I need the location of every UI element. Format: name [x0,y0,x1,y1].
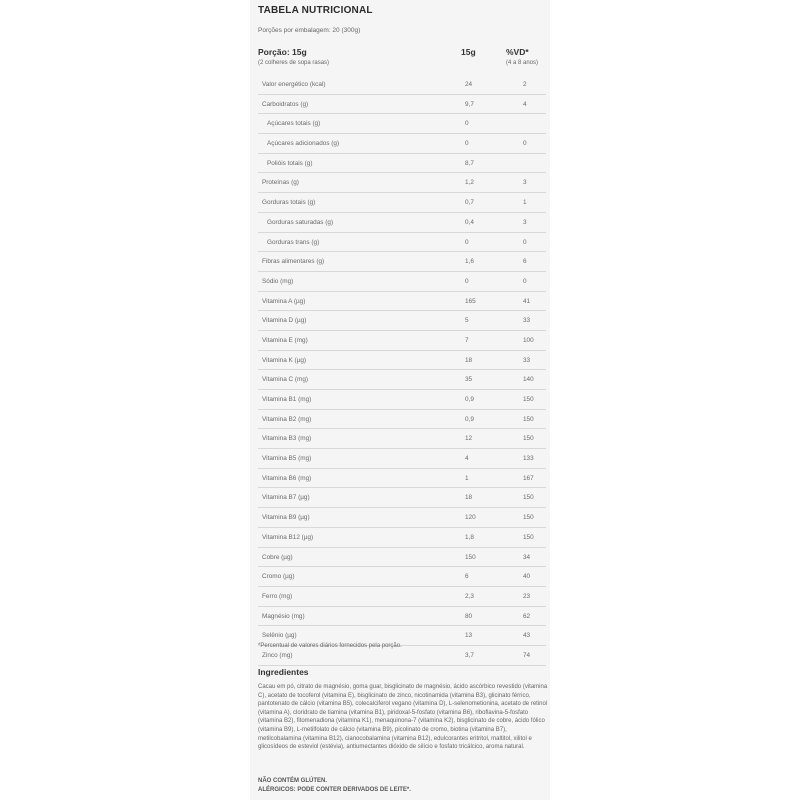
nutrient-name: Açúcares totais (g) [267,120,321,128]
portion-label: Porção: 15g [258,47,307,57]
nutrient-daily-value: 23 [523,592,531,600]
nutrient-name: Vitamina B7 (µg) [262,494,310,502]
table-row [258,469,546,489]
table-row [258,410,546,430]
nutrient-amount: 0,7 [465,199,474,207]
portion-sub: (2 colheres de sopa rasas) [258,60,330,66]
table-row [258,292,546,312]
nutrient-name: Vitamina D (µg) [262,317,307,325]
nutrient-amount: 12 [465,435,473,443]
nutrient-name: Fibras alimentares (g) [262,258,325,266]
table-row [258,331,546,351]
nutrient-amount: 0 [465,277,469,285]
nutrient-amount: 1 [465,474,469,482]
nutrient-amount: 0 [465,140,469,148]
nutrient-daily-value: 40 [523,573,531,581]
nutrient-amount: 0,9 [465,396,474,403]
nutrient-daily-value: 140 [523,376,534,384]
column-header-dv-sub: (4 a 8 anos) [506,60,539,66]
nutrient-amount: 18 [465,494,473,502]
nutrient-daily-value: 43 [523,632,531,640]
allergen-warning: ALÉRGICOS: PODE CONTER DERIVADOS DE LEITE*. [258,787,411,793]
table-row [258,528,546,548]
nutrient-daily-value: 3 [523,218,527,226]
nutrient-amount: 4 [465,455,469,463]
nutrient-name: Selênio (µg) [262,632,297,640]
nutrient-name: Vitamina A (µg) [262,297,306,305]
nutrient-name: Carboidratos (g) [262,100,309,108]
table-row [258,607,546,627]
nutrient-amount: 1,6 [465,258,474,266]
table-row [258,95,546,115]
nutrient-amount: 150 [465,553,476,561]
nutrient-daily-value: 4 [523,100,527,108]
table-row [258,567,546,587]
nutrient-amount: 8,7 [465,159,474,167]
nutrient-daily-value: 74 [523,651,531,659]
nutrient-daily-value: 6 [523,258,527,266]
nutrient-daily-value: 62 [523,612,531,620]
nutrient-daily-value: 33 [523,356,531,364]
nutrient-daily-value: 150 [523,533,534,541]
nutrient-amount: 2,3 [465,592,474,600]
nutrient-daily-value: 34 [523,553,531,561]
nutrient-amount: 18 [465,356,473,364]
nutrient-daily-value: 0 [523,238,527,246]
nutrient-daily-value: 100 [523,336,534,344]
nutrient-name: Proteínas (g) [262,179,299,187]
nutrient-name: Cromo (µg) [262,573,295,581]
ingredients-text: Cacau em pó, citrato de magnésio, goma guar, bisglicinato de magnésio, ácido ascórbico revestido (vitamina C), acetato de tocoferol (vitamina E), bisglicinato de zinco, nicotinamida (vitamina B3), glicinato férrico, pantotenato de cálcio (vitamina B5), colecalciferol vegano (vitamina D), L-selenometionina, acetato de retinol (vitamina A), cloridrato de tiamina (vitamina B1), piridoxal-5-fosfato (vitamina B6), riboflavina-5-fosfato (vitamina B2), fitomenadiona (vitamina K1), menaquinona-7 (vitamina K2), bisglicinato de cobre, ácido fólico (vitamina B9), L-metilfolato de cálcio (vitamina B9), picolinato de cromo, biotina (vitamina B7), metilcobalamina (vitamina B12), cianocobalamina (vitamina B12), edulcorantes eritritol, maltitol, xilitol e glicosídeos de esteviol (estévia), antiumectantes dióxido de silício e fosfato tricálcico, aroma natural. [258,684,548,751]
nutrient-daily-value: 0 [523,140,527,148]
nutrient-daily-value: 150 [523,396,534,403]
nutrient-daily-value: 1 [523,199,527,207]
nutrition-rows [258,75,546,666]
nutrient-daily-value: 150 [523,494,534,502]
nutrient-daily-value: 2 [523,81,527,88]
table-row [258,154,546,174]
nutrient-name: Açúcares adicionados (g) [267,140,340,148]
nutrient-name: Polióis totais (g) [267,159,313,167]
nutrient-amount: 13 [465,632,473,640]
nutrient-amount: 1,2 [465,179,474,187]
ingredients-title: Ingredientes [258,667,309,677]
nutrient-name: Vitamina K (µg) [262,356,307,364]
nutrient-name: Vitamina B3 (mg) [262,435,312,443]
nutrition-panel [250,0,550,800]
footnote: *Percentual de valores diários fornecidos pela porção. [258,643,402,649]
nutrient-name: Magnésio (mg) [262,612,305,620]
nutrient-name: Ferro (mg) [262,592,293,600]
table-row [258,173,546,193]
nutrient-amount: 7 [465,336,469,344]
table-row [258,193,546,213]
table-row [258,429,546,449]
column-header-amount: 15g [461,47,476,57]
table-row [258,311,546,331]
table-row [258,252,546,272]
nutrient-amount: 3,7 [465,651,474,659]
table-row [258,213,546,233]
nutrient-name: Vitamina E (mg) [262,336,308,344]
table-row [258,272,546,292]
nutrient-amount: 0,9 [465,415,474,423]
nutrient-name: Valor energético (kcal) [262,81,326,88]
table-row [258,351,546,371]
nutrient-daily-value: 33 [523,317,531,325]
nutrient-name: Zinco (mg) [262,651,293,659]
gluten-warning: NÃO CONTÉM GLÚTEN. [258,778,327,784]
table-row [258,587,546,607]
nutrient-name: Sódio (mg) [262,277,294,285]
nutrient-amount: 0 [465,120,469,128]
nutrient-daily-value: 0 [523,277,527,285]
nutrient-amount: 35 [465,376,473,384]
nutrient-daily-value: 3 [523,179,527,187]
nutrient-daily-value: 150 [523,415,534,423]
nutrient-name: Gorduras saturadas (g) [267,218,334,226]
nutrient-name: Cobre (µg) [262,553,293,561]
nutrient-amount: 24 [465,81,473,88]
table-row [258,370,546,390]
nutrient-amount: 0 [465,238,469,246]
table-title: TABELA NUTRICIONAL [258,5,373,16]
nutrient-daily-value: 150 [523,514,534,522]
nutrient-name: Vitamina B12 (µg) [262,533,314,541]
nutrient-amount: 0,4 [465,218,474,226]
table-row [258,134,546,154]
nutrient-daily-value: 41 [523,297,531,305]
table-row [258,548,546,568]
nutrient-amount: 120 [465,514,476,522]
nutrient-name: Vitamina B1 (mg) [262,396,312,403]
nutrient-amount: 9,7 [465,100,474,108]
table-row [258,508,546,528]
table-row [258,233,546,253]
table-row [258,488,546,508]
servings-per-package: Porções por embalagem: 20 (300g) [258,27,361,34]
nutrient-amount: 80 [465,612,473,620]
nutrient-daily-value: 133 [523,455,534,463]
nutrient-name: Vitamina B6 (mg) [262,474,312,482]
nutrient-name: Vitamina B9 (µg) [262,514,310,522]
nutrient-name: Gorduras totais (g) [262,199,316,207]
nutrient-amount: 6 [465,573,469,581]
table-row [258,390,546,410]
column-header-dv: %VD* [506,47,529,57]
nutrient-daily-value: 150 [523,435,534,443]
table-row [258,75,546,95]
nutrient-name: Gorduras trans (g) [267,238,320,246]
table-row [258,449,546,469]
nutrient-name: Vitamina B2 (mg) [262,415,312,423]
nutrient-amount: 165 [465,297,476,305]
table-row [258,114,546,134]
nutrient-daily-value: 167 [523,474,534,482]
nutrient-amount: 1,8 [465,533,474,541]
nutrient-amount: 5 [465,317,469,325]
nutrient-name: Vitamina B5 (mg) [262,455,312,463]
nutrient-name: Vitamina C (mg) [262,376,309,384]
